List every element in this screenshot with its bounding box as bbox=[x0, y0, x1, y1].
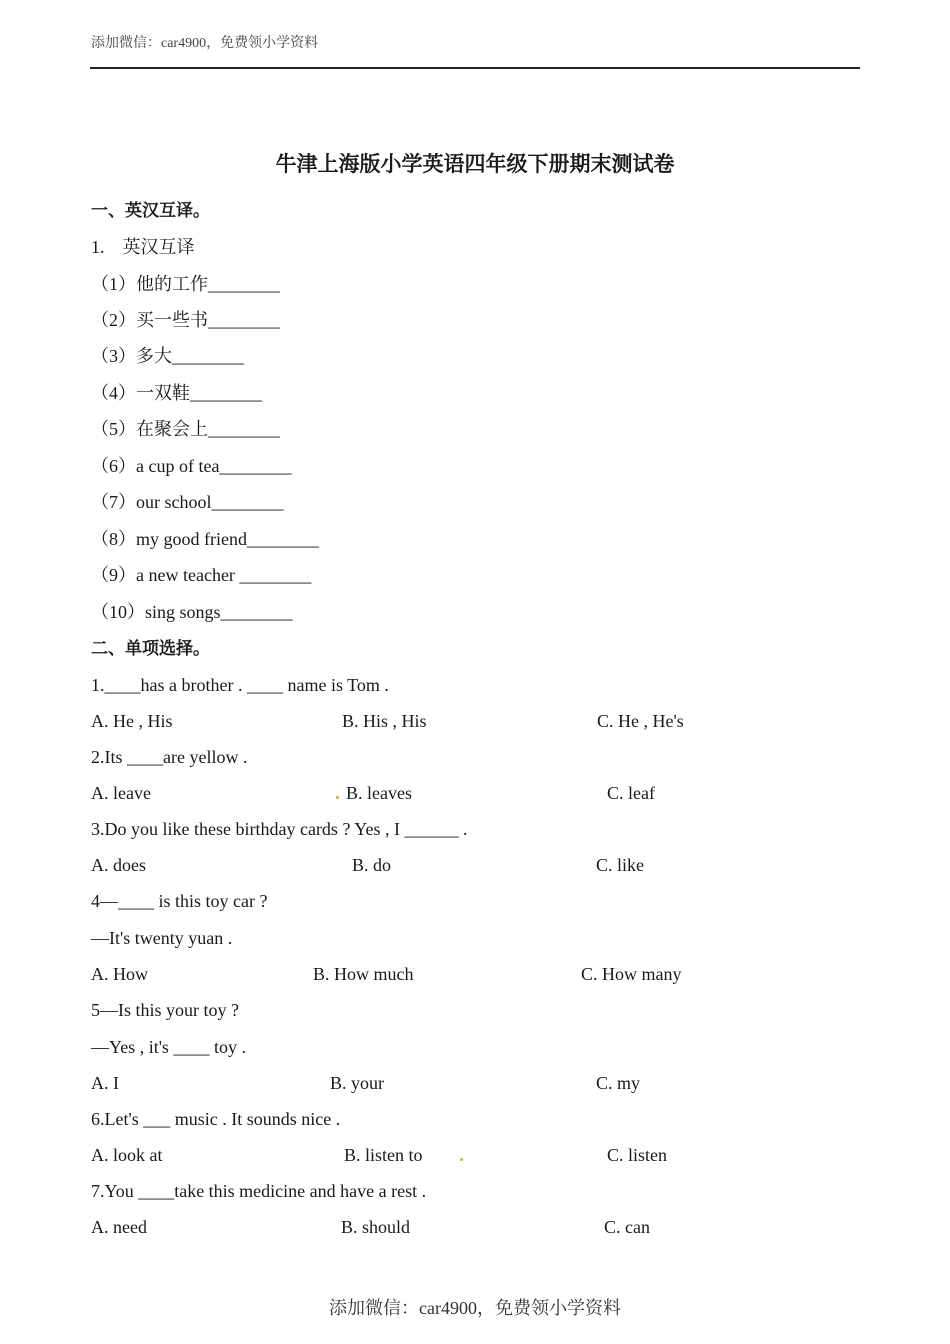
translate-item: （10）sing songs________ bbox=[91, 602, 293, 622]
option-a: A. I bbox=[91, 1073, 119, 1093]
option-a: A. He , His bbox=[91, 711, 173, 731]
header-watermark: 添加微信：car4900，免费领小学资料 bbox=[91, 36, 319, 51]
question-stem: 3.Do you like these birthday cards ? Yes , I ______ . bbox=[91, 819, 468, 839]
option-c: C. my bbox=[596, 1073, 641, 1093]
question-stem: 5—Is this your toy ? bbox=[91, 1000, 239, 1020]
section1-question-label: 1. 英汉互译 bbox=[91, 237, 195, 257]
translate-item: （2）买一些书________ bbox=[91, 310, 280, 330]
section2-heading: 二、单项选择。 bbox=[91, 639, 210, 659]
option-c: C. like bbox=[596, 855, 644, 875]
option-a: A. leave bbox=[91, 783, 151, 803]
option-c: C. listen bbox=[607, 1145, 668, 1165]
option-c: C. leaf bbox=[607, 783, 655, 803]
speck-mark bbox=[336, 796, 339, 799]
option-b: B. His , His bbox=[342, 711, 427, 731]
option-c: C. He , He's bbox=[597, 711, 684, 731]
option-b: B. listen to bbox=[344, 1145, 423, 1165]
translate-item: （3）多大________ bbox=[91, 346, 244, 366]
translate-item: （4）一双鞋________ bbox=[91, 383, 262, 403]
question-stem-line2: —It's twenty yuan . bbox=[91, 928, 233, 948]
translate-item: （7）our school________ bbox=[91, 492, 284, 512]
speck-mark bbox=[460, 1158, 463, 1161]
option-a: A. How bbox=[91, 964, 148, 984]
option-c: C. How many bbox=[581, 964, 682, 984]
translate-item: （1）他的工作________ bbox=[91, 274, 280, 294]
header-divider bbox=[90, 67, 860, 69]
question-stem-line2: —Yes , it's ____ toy . bbox=[91, 1037, 246, 1057]
option-a: A. need bbox=[91, 1217, 147, 1237]
translate-item: （5）在聚会上________ bbox=[91, 419, 280, 439]
question-stem: 7.You ____take this medicine and have a rest . bbox=[91, 1181, 427, 1201]
option-a: A. look at bbox=[91, 1145, 163, 1165]
translate-item: （9）a new teacher ________ bbox=[91, 565, 312, 585]
page-title: 牛津上海版小学英语四年级下册期末测试卷 bbox=[275, 152, 675, 176]
translate-item: （6）a cup of tea________ bbox=[91, 456, 292, 476]
footer-watermark: 添加微信：car4900，免费领小学资料 bbox=[329, 1298, 621, 1318]
translate-item: （8）my good friend________ bbox=[91, 529, 319, 549]
option-c: C. can bbox=[604, 1217, 650, 1237]
option-b: B. your bbox=[330, 1073, 384, 1093]
question-stem: 2.Its ____are yellow . bbox=[91, 747, 248, 767]
option-a: A. does bbox=[91, 855, 146, 875]
question-stem: 6.Let's ___ music . It sounds nice . bbox=[91, 1109, 341, 1129]
section1-heading: 一、英汉互译。 bbox=[91, 201, 210, 221]
option-b: B. leaves bbox=[346, 783, 412, 803]
option-b: B. should bbox=[341, 1217, 411, 1237]
option-b: B. How much bbox=[313, 964, 414, 984]
question-stem: 1.____has a brother . ____ name is Tom . bbox=[91, 675, 389, 695]
option-b: B. do bbox=[352, 855, 392, 875]
question-stem: 4—____ is this toy car ? bbox=[91, 891, 268, 911]
